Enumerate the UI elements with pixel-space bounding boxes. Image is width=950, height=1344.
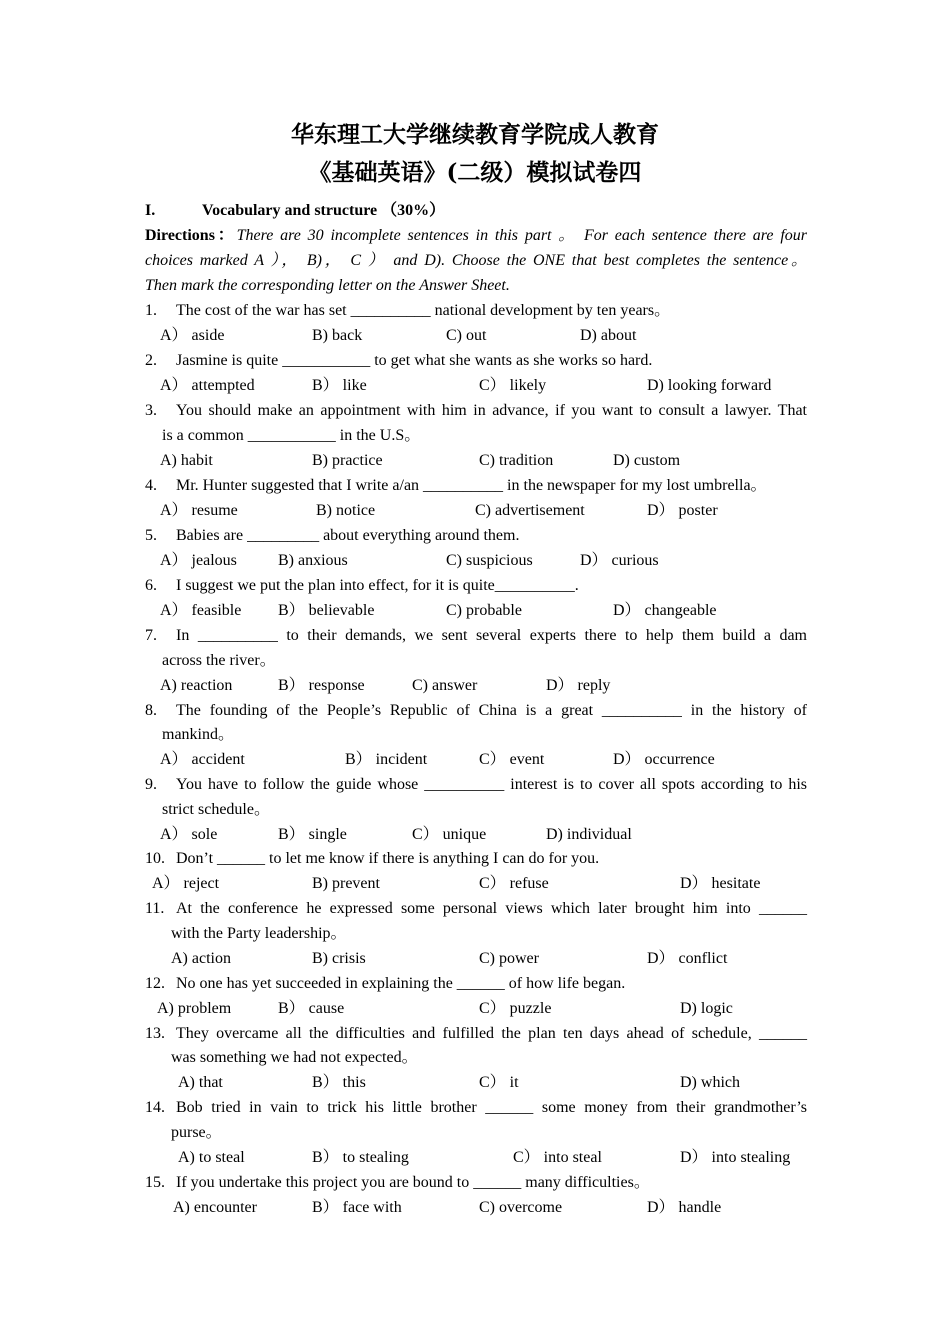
question-14 bbox=[145, 1095, 807, 1120]
option-b[interactable]: B) notice bbox=[316, 502, 376, 519]
option-c[interactable]: C) tradition bbox=[479, 452, 554, 469]
document-subtitle: 《基础英语》(二级）模拟试卷四 bbox=[308, 159, 642, 186]
option-b[interactable]: B) practice bbox=[312, 452, 383, 469]
option-d[interactable]: D） conflict bbox=[647, 950, 728, 967]
option-a[interactable]: A) reaction bbox=[160, 677, 233, 694]
option-c[interactable]: C） refuse bbox=[479, 875, 549, 892]
option-a[interactable]: A） attempted bbox=[160, 377, 255, 394]
question-2 bbox=[145, 348, 807, 373]
question-number: 14. bbox=[145, 1099, 165, 1116]
option-c[interactable]: C) probable bbox=[446, 602, 522, 619]
option-d[interactable]: D） changeable bbox=[613, 602, 717, 619]
question-13 bbox=[145, 1021, 807, 1046]
question-number: 7. bbox=[145, 627, 157, 644]
question-number: 6. bbox=[145, 577, 157, 594]
option-b[interactable]: B） to stealing bbox=[312, 1149, 409, 1166]
option-a[interactable]: A) problem bbox=[157, 1000, 232, 1017]
option-d[interactable]: D） poster bbox=[647, 502, 718, 519]
option-d[interactable]: D) logic bbox=[680, 1000, 733, 1017]
option-b[interactable]: B） like bbox=[312, 377, 367, 394]
option-b[interactable]: B) crisis bbox=[312, 950, 366, 967]
question-6 bbox=[145, 573, 807, 598]
question-13-continuation: was something we had not expected。 bbox=[171, 1049, 418, 1066]
option-b[interactable]: B） this bbox=[312, 1074, 366, 1091]
option-c[interactable]: C） event bbox=[479, 751, 545, 768]
question-text: Mr. Hunter suggested that I write a/an __________ in the newspaper for my lost umbrella。 bbox=[176, 477, 767, 494]
option-d[interactable]: D） into stealing bbox=[680, 1149, 791, 1166]
option-b[interactable]: B) prevent bbox=[312, 875, 380, 892]
option-d[interactable]: D) which bbox=[680, 1074, 740, 1091]
option-d[interactable]: D) individual bbox=[546, 826, 632, 843]
directions-line-1 bbox=[145, 223, 807, 248]
question-11-continuation: with the Party leadership。 bbox=[171, 925, 347, 942]
question-number: 10. bbox=[145, 850, 165, 867]
question-7 bbox=[145, 623, 807, 648]
option-c[interactable]: C) out bbox=[446, 327, 487, 344]
question-4 bbox=[145, 473, 807, 498]
option-d[interactable]: D) looking forward bbox=[647, 377, 772, 394]
question-15 bbox=[145, 1170, 807, 1195]
directions-line-2: choices marked A ）， B)， C ） and D). Choose the ONE that best completes the sentence。 bbox=[145, 252, 807, 269]
option-a[interactable]: A） sole bbox=[160, 826, 218, 843]
option-c[interactable]: C) answer bbox=[412, 677, 478, 694]
question-number: 9. bbox=[145, 776, 157, 793]
question-number: 15. bbox=[145, 1174, 165, 1191]
question-text: In __________ to their demands, we sent several experts there to help them build a dam bbox=[176, 627, 807, 644]
option-b[interactable]: B） single bbox=[278, 826, 347, 843]
option-a[interactable]: A) that bbox=[178, 1074, 223, 1091]
option-c[interactable]: C） into steal bbox=[513, 1149, 602, 1166]
option-d[interactable]: D） hesitate bbox=[680, 875, 761, 892]
question-10 bbox=[145, 846, 807, 871]
option-a[interactable]: A） feasible bbox=[160, 602, 242, 619]
question-1 bbox=[145, 298, 807, 323]
question-9 bbox=[145, 772, 807, 797]
option-c[interactable]: C) power bbox=[479, 950, 539, 967]
option-c[interactable]: C） likely bbox=[479, 377, 547, 394]
option-d[interactable]: D） reply bbox=[546, 677, 611, 694]
option-c[interactable]: C) advertisement bbox=[475, 502, 585, 519]
option-a[interactable]: A） jealous bbox=[160, 552, 237, 569]
question-number: 1. bbox=[145, 302, 157, 319]
option-a[interactable]: A） resume bbox=[160, 502, 238, 519]
question-3 bbox=[145, 398, 807, 423]
question-number: 8. bbox=[145, 702, 157, 719]
directions-label: Directions： bbox=[145, 227, 237, 244]
option-c[interactable]: C） it bbox=[479, 1074, 519, 1091]
section-number: I. bbox=[145, 202, 156, 219]
question-number: 5. bbox=[145, 527, 157, 544]
section-heading bbox=[145, 198, 807, 223]
question-8 bbox=[145, 698, 807, 723]
question-7-continuation: across the river。 bbox=[162, 652, 276, 669]
option-c[interactable]: C） unique bbox=[412, 826, 487, 843]
question-text: If you undertake this project you are bound to ______ many difficulties。 bbox=[176, 1174, 650, 1191]
question-8-continuation: mankind。 bbox=[162, 726, 234, 743]
question-text: The cost of the war has set __________ national development by ten years。 bbox=[176, 302, 671, 319]
question-text: You have to follow the guide whose __________ interest is to cover all spots according to his bbox=[176, 776, 807, 793]
question-number: 3. bbox=[145, 402, 157, 419]
option-b[interactable]: B） face with bbox=[312, 1199, 402, 1216]
directions-text: There are 30 incomplete sentences in this part 。 For each sentence there are four bbox=[236, 227, 808, 244]
option-d[interactable]: D) about bbox=[580, 327, 637, 344]
option-b[interactable]: B) anxious bbox=[278, 552, 348, 569]
option-a[interactable]: A) encounter bbox=[173, 1199, 257, 1216]
option-a[interactable]: A) action bbox=[171, 950, 231, 967]
option-c[interactable]: C) suspicious bbox=[446, 552, 533, 569]
question-text: Don’t ______ to let me know if there is anything I can do for you. bbox=[176, 850, 600, 867]
option-b[interactable]: B） incident bbox=[345, 751, 428, 768]
question-9-continuation: strict schedule。 bbox=[162, 801, 270, 818]
option-d[interactable]: D） curious bbox=[580, 552, 659, 569]
option-b[interactable]: B) back bbox=[312, 327, 363, 344]
option-a[interactable]: A） aside bbox=[160, 327, 225, 344]
question-text: Bob tried in vain to trick his little brother ______ some money from their grandmother’s bbox=[176, 1099, 807, 1116]
option-a[interactable]: A） reject bbox=[152, 875, 220, 892]
question-11 bbox=[145, 896, 807, 921]
question-text: I suggest we put the plan into effect, for it is quite__________. bbox=[176, 577, 579, 594]
question-text: No one has yet succeeded in explaining the ______ of how life began. bbox=[176, 975, 626, 992]
directions-line-3: Then mark the corresponding letter on the Answer Sheet. bbox=[145, 277, 510, 294]
option-a[interactable]: A) to steal bbox=[178, 1149, 245, 1166]
option-a[interactable]: A） accident bbox=[160, 751, 245, 768]
option-d[interactable]: D) custom bbox=[613, 452, 681, 469]
question-number: 13. bbox=[145, 1025, 165, 1042]
question-12 bbox=[145, 971, 807, 996]
question-number: 12. bbox=[145, 975, 165, 992]
option-d[interactable]: D） handle bbox=[647, 1199, 722, 1216]
option-a[interactable]: A) habit bbox=[160, 452, 213, 469]
question-14-continuation: purse。 bbox=[171, 1124, 222, 1141]
option-b[interactable]: B） believable bbox=[278, 602, 375, 619]
option-d[interactable]: D） occurrence bbox=[613, 751, 715, 768]
option-c[interactable]: C) overcome bbox=[479, 1199, 563, 1216]
option-b[interactable]: B） cause bbox=[278, 1000, 345, 1017]
section-title: Vocabulary and structure （30%） bbox=[202, 202, 446, 219]
question-text: Babies are _________ about everything around them. bbox=[176, 527, 520, 544]
document-title: 华东理工大学继续教育学院成人教育 bbox=[291, 121, 659, 148]
question-number: 2. bbox=[145, 352, 157, 369]
question-5 bbox=[145, 523, 807, 548]
question-text: At the conference he expressed some personal views which later brought him into ______ bbox=[176, 900, 807, 917]
question-number: 4. bbox=[145, 477, 157, 494]
question-text: The founding of the People’s Republic of China is a great __________ in the history of bbox=[176, 702, 807, 719]
question-text: They overcame all the difficulties and fulfilled the plan ten days ahead of schedule, ______ bbox=[176, 1025, 807, 1042]
question-number: 11. bbox=[145, 900, 165, 917]
question-text: You should make an appointment with him in advance, if you want to consult a lawyer. That bbox=[176, 402, 807, 419]
option-c[interactable]: C） puzzle bbox=[479, 1000, 552, 1017]
option-b[interactable]: B） response bbox=[278, 677, 365, 694]
question-text: Jasmine is quite ___________ to get what she wants as she works so hard. bbox=[176, 352, 653, 369]
question-3-continuation: is a common ___________ in the U.S。 bbox=[162, 427, 421, 444]
